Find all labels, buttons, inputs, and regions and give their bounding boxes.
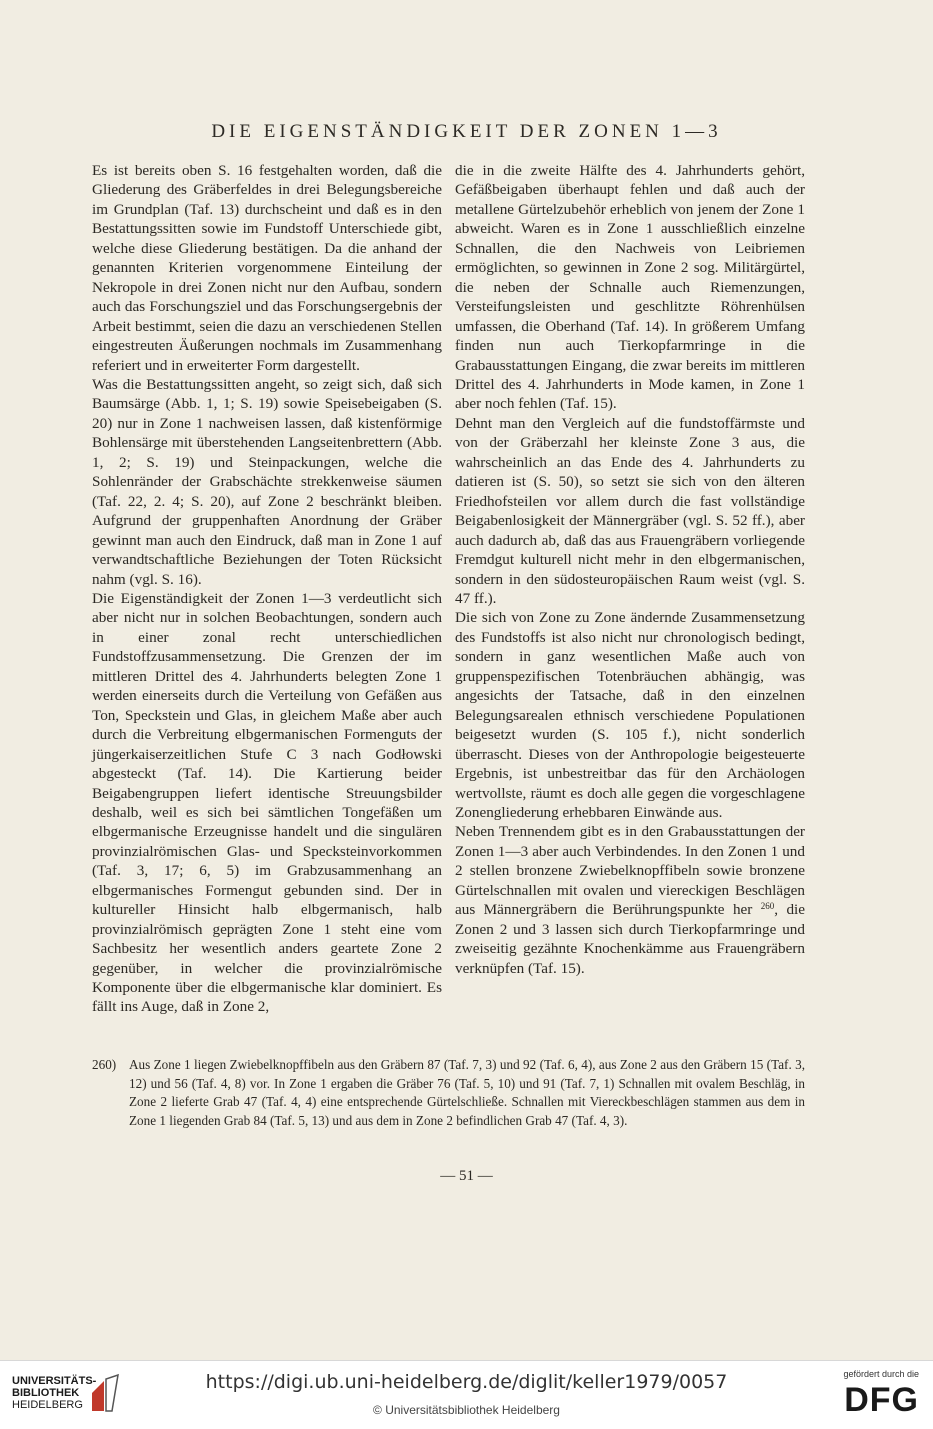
paragraph: Was die Bestattungssitten angeht, so zeigt sich, daß sich Baumsärge (Abb. 1, 1; S. 19) sowie Speisebeigaben (S. 20) nur in Zone 1 nachweisen lassen, daß kistenförmige Bohlensärge mit überstehenden Langseitenbrettern (Abb. 1, 2; S. 19) und Steinpackungen, welche die Sohlenränder der Grabschächte strekkenweise säumen (Taf. 22, 2. 4; S. 20), auf Zone 2 beschränkt bleiben. Aufgrund der gruppenhaften Anordnung der Gräber gewinnt man auch den Eindruck, daß man in Zone 1 auf verwandtschaftliche Beziehungen der Toten Rücksicht nahm (vgl. S. 16). [92, 375, 442, 588]
paragraph: Dehnt man den Vergleich auf die fundstoffärmste und von der Gräberzahl her kleinste Zone 3 aus, die wahrscheinlich an das Ende des 4. Jahrhunderts zu datieren ist (S. 50), so setzt sie sich von den älteren Friedhofsteilen vor allem durch die fast vollständige Beigabenlosigkeit der Männergräber (vgl. S. 52 ff.), aber auch dadurch ab, daß das aus Frauengräbern vorliegende Fremdgut kulturell nicht mehr in den elbgermanischen, sondern in den südosteuropäischen Raum weist (vgl. S. 47 ff.). [455, 414, 805, 607]
dfg-logo[interactable]: DFG [844, 1381, 919, 1419]
footnote-ref[interactable]: 260 [760, 901, 775, 912]
paragraph-text: , die Zonen 2 und 3 lassen sich durch Tierkopfarmringe und zweiseitig gezähnte Knochenkämme aus Frauengräbern verknüpfen (Taf. 15). [455, 901, 806, 977]
footnote [92, 1056, 805, 1130]
paragraph [455, 822, 805, 978]
footnote-number: 260) [92, 1057, 117, 1072]
permalink-url[interactable]: https://digi.ub.uni-heidelberg.de/diglit/keller1979/0057 [205, 1371, 728, 1393]
paragraph-text: Neben Trennendem gibt es in den Grabausstattungen der Zonen 1—3 aber auch Verbindendes. In den Zonen 1 und 2 stellen bronzene Zwiebelknopffibeln sowie bronzene Gürtelschnallen mit ovalen und viereckigen Beschlägen aus Männergräbern die Berührungspunkte her [455, 823, 805, 919]
running-header: DIE EIGENSTÄNDIGKEIT DER ZONEN 1—3 [211, 121, 722, 142]
paragraph: Die sich von Zone zu Zone ändernde Zusammensetzung des Fundstoffs ist also nicht nur chronologisch bedingt, sondern in ganz wesentlichen Maße auch von gruppenspezifischen Totenbräuchen abhängig, was angesichts der Tatsache, daß in den einzelnen Belegungsarealen ethnisch verschiedene Populationen beigesetzt wurden (S. 105 f.), nicht sonderlich überrascht. Dieses von der Anthropologie beigesteuerte Ergebnis, ist unbestreitbar das für den Archäologen wertvollste, räumt es doch alle gegen die vorgeschlagene Zonengliederung erhebbaren Einwände aus. [455, 609, 805, 821]
logo-line: UNIVERSITÄTS- [12, 1375, 97, 1387]
paragraph: Es ist bereits oben S. 16 festgehalten worden, daß die Gliederung des Gräberfeldes in drei Belegungsbereiche im Grundplan (Taf. 13) durchscheint und daß es in den Bestattungssitten sowie im Fundstoff Unterschiede gibt, welche diese Gliederung bestätigen. Da die anhand der genannten Kriterien vorgenommene Einteilung der Nekropole in drei Zonen nicht nur den Aufbau, sondern auch das Forschungsziel und das Forschungsergebnis der Arbeit bestimmt, seien die dazu an verschiedenen Stellen eingestreuten Äußerungen nochmals im Zusammenhang referiert und in erweiterter Form dargestellt. [92, 162, 442, 374]
left-column [92, 161, 442, 1017]
page-number: — 51 — [440, 1168, 493, 1184]
viewer-footer [0, 1360, 933, 1429]
paragraph: Die Eigenständigkeit der Zonen 1—3 verdeutlicht sich aber nicht nur in solchen Beobachtungen, sondern auch in einer zonal recht unterschiedlichen Fundstoffzusammensetzung. Die Grenzen der im mittleren Drittel des 4. Jahrhunderts belegten Zone 1 werden einerseits durch die Verteilung von Gefäßen aus Ton, Speckstein und Glas, in gleichem Maße aber auch durch die Verbreitung elbgermanischen Formenguts der jüngerkaiserzeitlichen Stufe C 3 nach Godłowski abgesteckt (Taf. 14). Die Kartierung beider Beigabengruppen liefert identische Streuungsbilder deshalb, weil es sich bei sämtlichen Tongefäßen um elbgermanische Erzeugnisse handelt und die singulären provinzialrömischen Glas- und Specksteinvorkommen (Taf. 3, 17; 6, 5) im Grabzusammenhang an elbgermanisches Formengut gebunden sind. Der in kultureller Hinsicht halb elbgermanisch, halb provinzialrömisch geprägten Zone 1 steht eine vom Sachbesitz her wesentlich anders geartete Zone 2 gegenüber, in welcher die provinzialrömische Komponente über die elbgermanische klar dominiert. Es fällt ins Auge, daß in Zone 2, [92, 589, 442, 1016]
copyright-notice: © Universitätsbibliothek Heidelberg [373, 1403, 560, 1417]
dfg-caption: gefördert durch die [843, 1369, 919, 1379]
logo-line: BIBLIOTHEK [12, 1387, 80, 1399]
logo-line: HEIDELBERG [12, 1399, 83, 1411]
footnote-text: Aus Zone 1 liegen Zwiebelknopffibeln aus den Gräbern 87 (Taf. 7, 3) und 92 (Taf. 6, 4), aus Zone 2 aus den Gräbern 15 (Taf. 3, 12) und 56 (Taf. 4, 8) vor. In Zone 1 ergaben die Gräber 76 (Taf. 5, 10) und 91 (Taf. 7, 1) Schnallen mit ovalem Beschläg, in Zone 2 lieferte Grab 47 (Taf. 4, 4) eine entsprechende Gürtelschließe. Schnallen mit Viereckbeschlägen stammen aus dem in Zone 1 liegenden Grab 84 (Taf. 5, 13) und aus dem in Zone 2 befindlichen Grab 47 (Taf. 4, 3). [129, 1057, 805, 1128]
right-column [455, 161, 805, 978]
paragraph: die in die zweite Hälfte des 4. Jahrhunderts gehört, Gefäßbeigaben überhaupt fehlen und daß auch der metallene Gürtelzubehör erheblich von jenem der Zone 1 abweicht. Waren es in Zone 1 ausschließlich einzelne Schnallen, die den Nachweis von Leibriemen ermöglichten, so gewinnen in Zone 2 sog. Militärgürtel, die neben der Schnalle auch Riemenzungen, Versteifungsleisten und geschlitzte Röhrenhülsen umfassen, die Oberhand (Taf. 14). In größerem Umfang finden nun auch Tierkopfarmringe in die Grabausstattungen Eingang, die zwar bereits im mittleren Drittel des 4. Jahrhunderts in Mode kamen, in Zone 1 aber noch fehlen (Taf. 15). [455, 162, 805, 413]
